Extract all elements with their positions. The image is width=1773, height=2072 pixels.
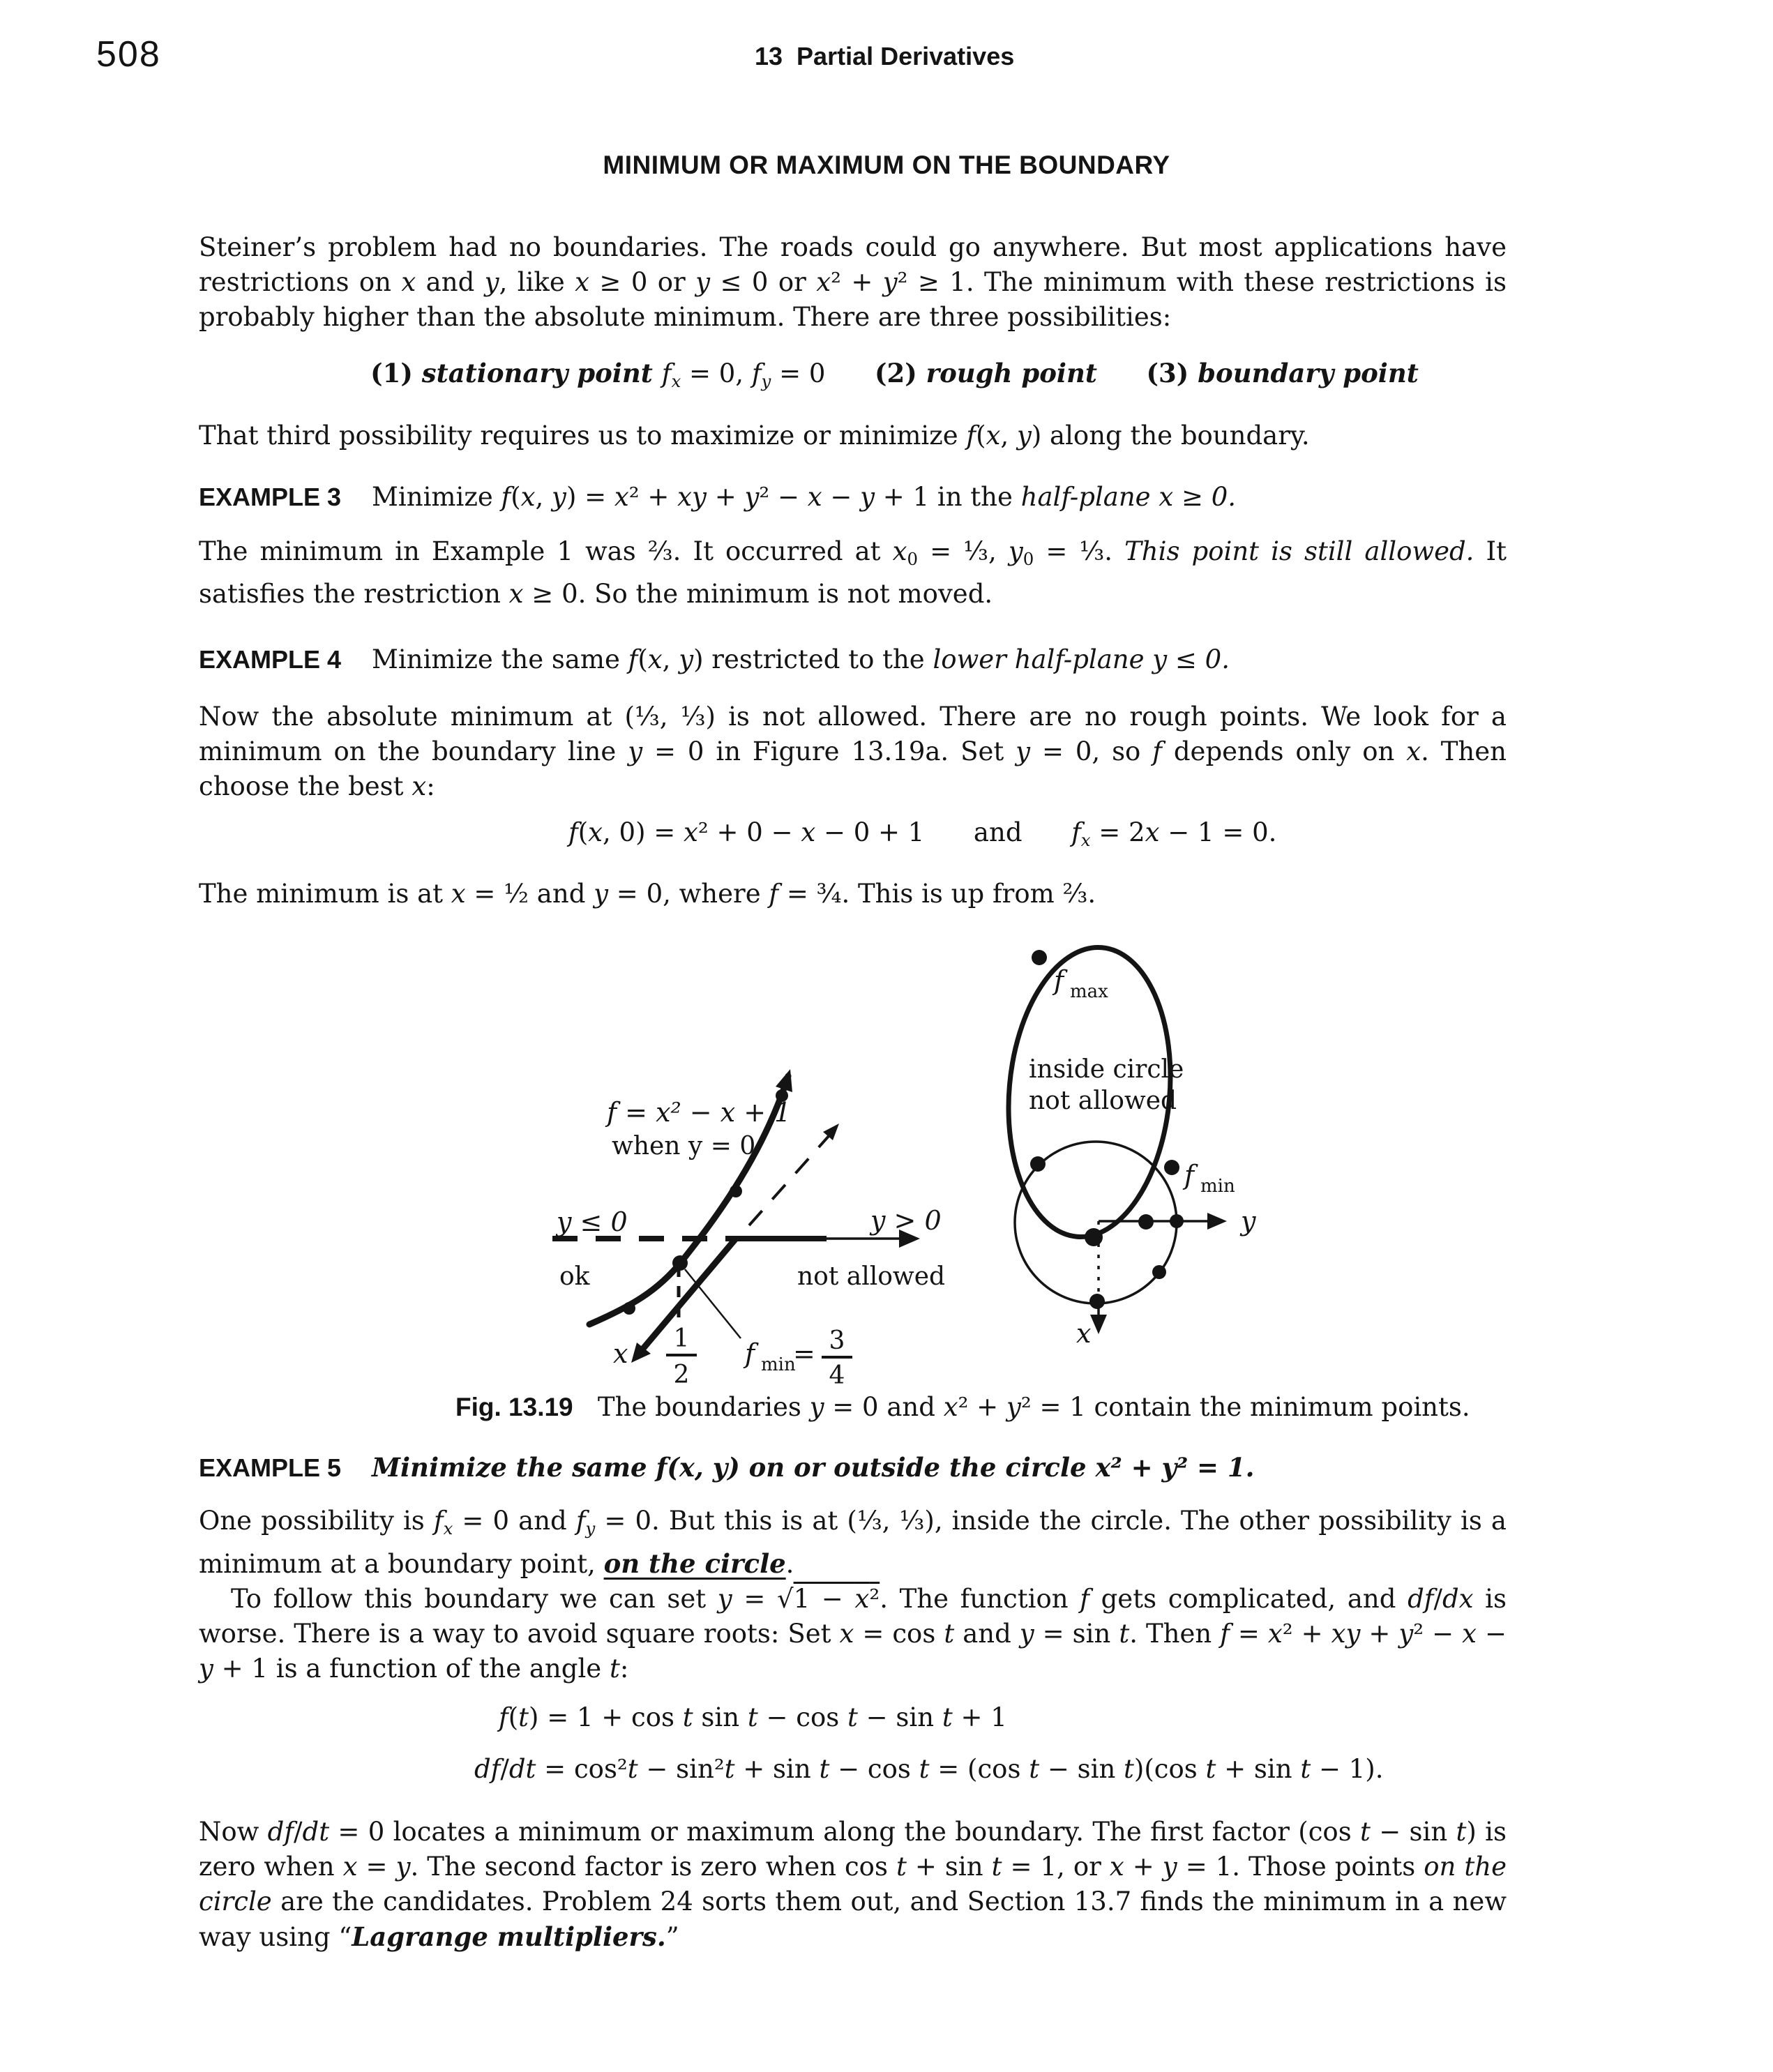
fmin-leader-line	[685, 1269, 741, 1338]
paragraph-example1-minimum: The minimum in Example 1 was ⅔. It occurred at x0 = ⅓, y0 = ⅓. This point is still allowed. It satisfies the restriction x ≥ 0. So the minimum is not moved.	[199, 536, 1507, 609]
half-fraction-label	[666, 1324, 697, 1389]
region-ok-label: ok	[559, 1262, 590, 1292]
fmin-dot	[1164, 1160, 1179, 1175]
section-heading: MINIMUM OR MAXIMUM ON THE BOUNDARY	[603, 151, 1170, 179]
paragraph-closing: Now df/dt = 0 locates a minimum or maximum along the boundary. The first factor (cos t − sin t) is zero when x = y. The second factor is zero when cos t + sin t = 1, or x + y = 1. Those points on the circle are the candidates. Problem 24 sorts them out, and Section 13.7 finds the minimum in a new way using “Lagrange multipliers.”	[199, 1817, 1507, 1953]
inside-circle-note-line2: not allowed	[1029, 1087, 1177, 1116]
x-axis-label-right: x	[1076, 1318, 1092, 1349]
curve-condition-label: when y = 0	[612, 1132, 756, 1161]
curve-dot-2	[730, 1185, 742, 1197]
curve-arrowhead	[776, 1069, 792, 1092]
example3-paragraph: EXAMPLE 3 Minimize f(x, y) = x² + xy + y² − x − y + 1 in the half-plane x ≥ 0.	[199, 481, 1237, 512]
fmin-numerator: 3	[829, 1326, 845, 1356]
figure-caption: Fig. 13.19 The boundaries y = 0 and x² + y² = 1 contain the minimum points.	[455, 1392, 1470, 1423]
inside-circle-note-line1: inside circle	[1029, 1055, 1184, 1084]
page-number: 508	[96, 34, 161, 75]
paragraph-one-possibility: One possibility is fx = 0 and fy = 0. But this is at (⅓, ⅓), inside the circle. The other possibility is a minimum at a boundary point, on the circle.	[199, 1506, 1507, 1580]
fmin-value-label	[743, 1326, 852, 1390]
region-y-positive-label: y > 0	[870, 1205, 942, 1237]
fmin-denominator: 4	[829, 1361, 845, 1391]
x-axis-label: x	[613, 1338, 628, 1370]
fmax-dot	[1032, 950, 1047, 965]
region-y-negative-label: y ≤ 0	[557, 1207, 628, 1238]
running-head: 13 Partial Derivatives	[755, 42, 1015, 70]
example5-paragraph: EXAMPLE 5 Minimize the same f(x, y) on or outside the circle x² + y² = 1.	[199, 1452, 1255, 1483]
paragraph-minimum-at-half: The minimum is at x = ½ and y = 0, where f = ¾. This is up from ⅔.	[199, 879, 1096, 909]
ellipse-axis-dot	[1138, 1214, 1154, 1230]
paragraph-third-possibility: That third possibility requires us to maximize or minimize f(x, y) along the boundary.	[199, 420, 1310, 451]
paragraph-follow-boundary: To follow this boundary we can set $y = √1 - \overline{x}^2$. The function f gets complicated, and df/dx is worse. There is a way to avoid square roots: Set x = cos t and y = sin t. Then f = x² + xy + y² − x − y + 1 is a function of the angle t:	[199, 1584, 1507, 1684]
fmin-f: f	[745, 1338, 755, 1370]
fmin-subscript: min	[761, 1354, 796, 1376]
curve-equation-label: f = x² − x + 1	[607, 1097, 792, 1128]
region-not-allowed-label: not allowed	[797, 1262, 946, 1292]
possibilities-line: (1) stationary point fx = 0, fy = 0 (2) rough point (3) boundary point	[370, 358, 1419, 391]
circle-lower-right-dot	[1152, 1265, 1166, 1279]
curve-dot-1	[623, 1302, 635, 1315]
fmax-subscript: max	[1070, 981, 1108, 1003]
display-equation-dfdt: df/dt = cos²t − sin²t + sin t − cos t = (cos t − sin t)(cos t + sin t − 1).	[474, 1754, 1384, 1785]
y-axis-label-right: y	[1241, 1206, 1256, 1237]
fmin-f-right: f	[1184, 1160, 1195, 1191]
fmax-label	[1052, 965, 1108, 1002]
right-plot	[997, 944, 1256, 1349]
figure-13-19	[199, 944, 1507, 1390]
left-intersection-dot	[1030, 1156, 1046, 1172]
fmin-equals: =	[793, 1338, 815, 1370]
half-numerator: 1	[673, 1324, 690, 1354]
paragraph-intro: Steiner’s problem had no boundaries. The roads could go anywhere. But most applications have restrictions on x and y, like x ≥ 0 or y ≤ 0 or x² + y² ≥ 1. The minimum with these restrictions is probably higher than the absolute minimum. There are three possibilities:	[199, 232, 1507, 332]
circle-axis-dot	[1170, 1214, 1184, 1228]
display-equation-ft: f(t) = 1 + cos t sin t − cos t − sin t + 1	[499, 1702, 1007, 1733]
fmax-f: f	[1054, 965, 1064, 997]
left-plot	[552, 1069, 945, 1390]
ellipse-bottom-dot	[1085, 1228, 1103, 1246]
half-denominator: 2	[673, 1361, 690, 1390]
circle-bottom-dot	[1089, 1294, 1105, 1309]
fmin-subscript-right: min	[1200, 1176, 1235, 1197]
display-equation-fx: f(x, 0) = x² + 0 − x − 0 + 1 and fx = 2x − 1 = 0.	[568, 817, 1277, 850]
y-axis-arrowhead-right	[1207, 1213, 1227, 1230]
paragraph-boundary-line: Now the absolute minimum at (⅓, ⅓) is not allowed. There are no rough points. We look for a minimum on the boundary line y = 0 in Figure 13.19a. Set y = 0, so f depends only on x. Then choose the best x:	[199, 701, 1507, 801]
page-body	[199, 230, 1507, 1955]
x-axis-arrowhead-right	[1090, 1315, 1107, 1334]
fmin-label-right	[1182, 1160, 1235, 1197]
example4-paragraph: EXAMPLE 4 Minimize the same f(x, y) restricted to the lower half-plane y ≤ 0.	[199, 644, 1230, 674]
